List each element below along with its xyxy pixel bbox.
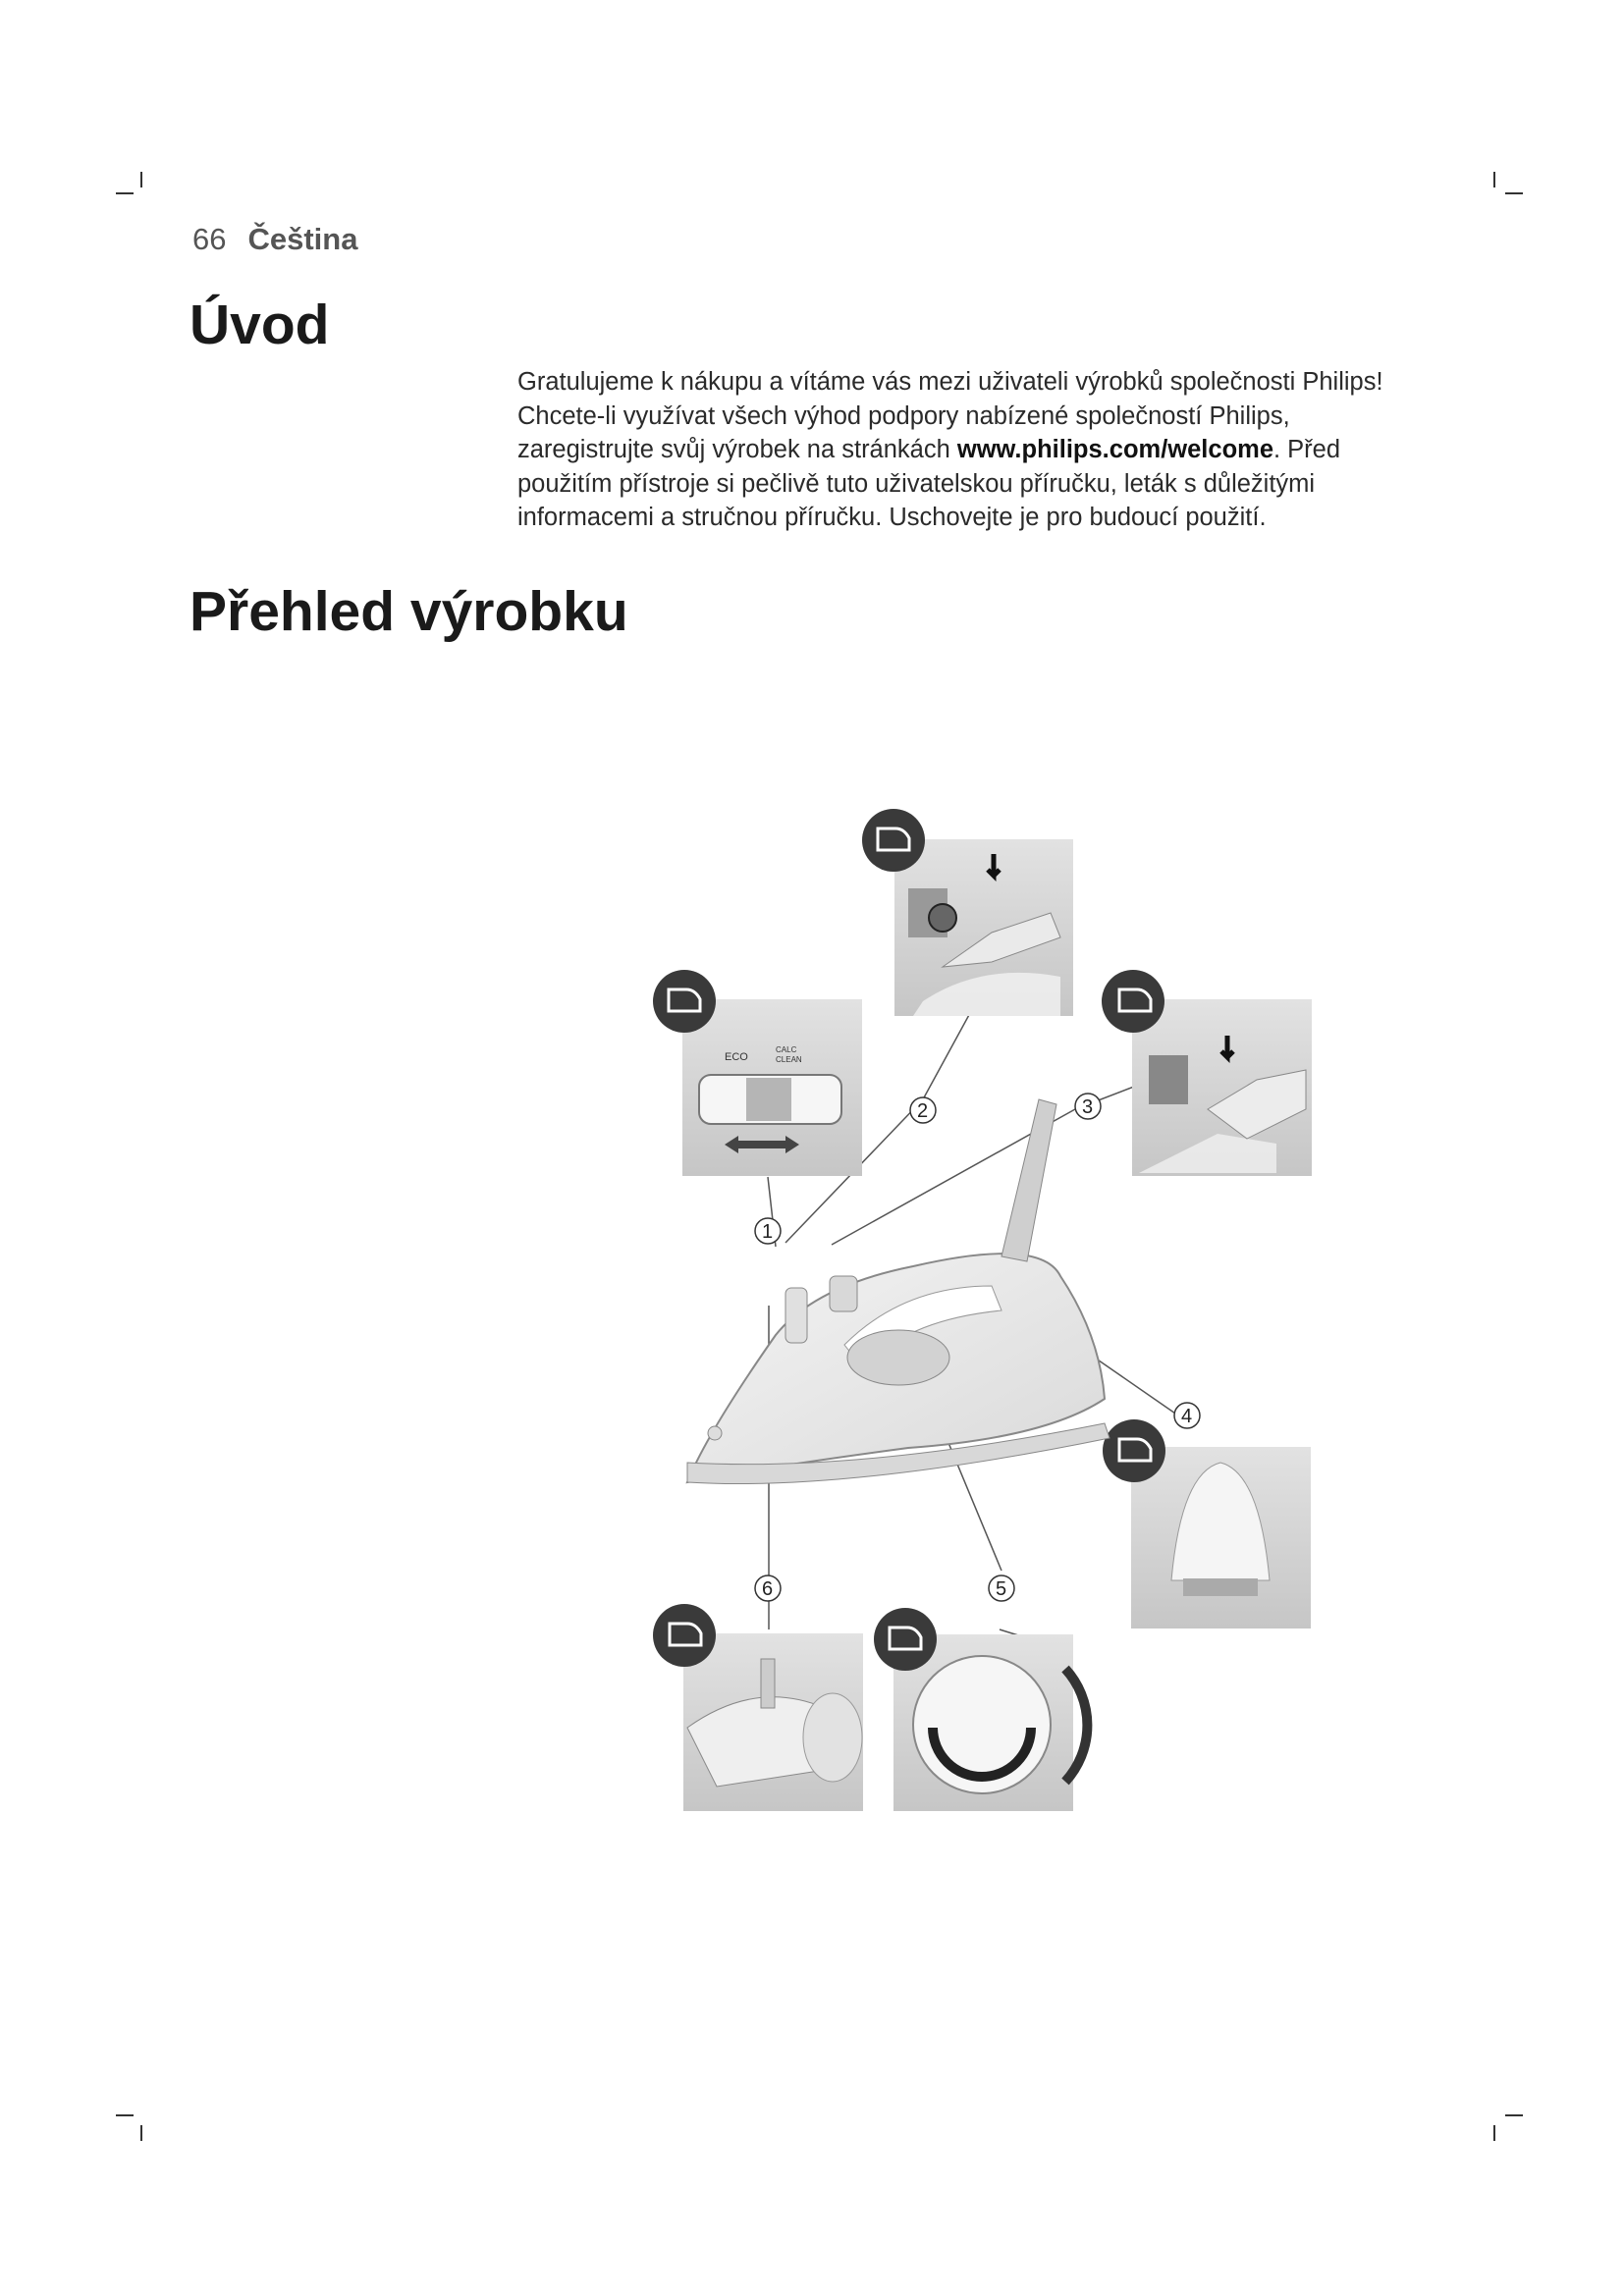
panel-spray	[1102, 970, 1312, 1176]
panel1-calc-label: CALC	[776, 1045, 797, 1054]
section-title-overview: Přehled výrobku	[189, 580, 628, 643]
callout-5: 5	[996, 1578, 1007, 1600]
language-label: Čeština	[247, 222, 358, 256]
panel-steam-boost	[862, 809, 1073, 1016]
section-title-intro: Úvod	[189, 294, 330, 356]
welcome-link[interactable]: www.philips.com/welcome	[956, 436, 1273, 463]
panel-steam-slider	[653, 970, 862, 1176]
page-number: 66	[192, 222, 227, 256]
panel-temperature-dial	[874, 1608, 1087, 1811]
callout-6: 6	[762, 1578, 774, 1600]
callout-3: 3	[1082, 1096, 1094, 1118]
intro-text-1: Gratulujeme k nákupu a vítáme vás mezi uživateli výrobků společnosti Philips! Chcete-li využívat všech výhod podpory nabízené společností Philips, zaregistrujte svůj výrobek na stránkách	[517, 368, 1383, 463]
panel1-clean-label: CLEAN	[776, 1055, 802, 1064]
panel-water-fill	[653, 1604, 863, 1811]
panel1-eco-label: ECO	[725, 1051, 748, 1063]
callout-4: 4	[1181, 1406, 1193, 1427]
callout-2: 2	[917, 1100, 929, 1122]
intro-text-2: . Před použitím přístroje si pečlivě tuto uživatelskou příručku, leták s důležitými informacemi a stručnou příručku. Uschovejte je pro budoucí použití.	[517, 436, 1341, 531]
callout-1: 1	[762, 1221, 774, 1243]
panel-soleplate	[1103, 1419, 1311, 1629]
